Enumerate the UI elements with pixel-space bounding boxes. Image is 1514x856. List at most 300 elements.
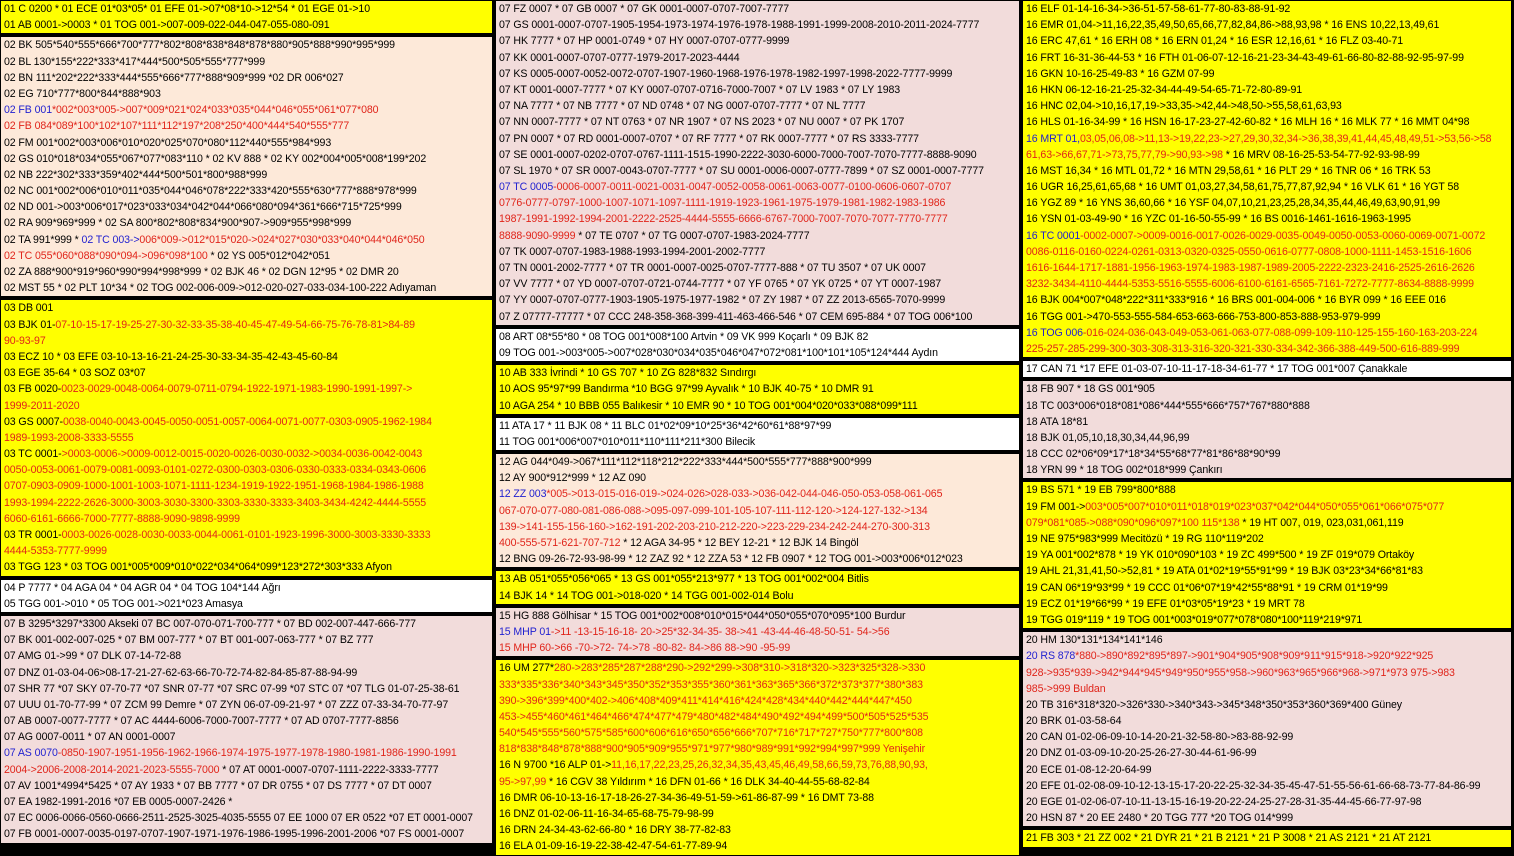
plate-text: 03 ECZ 10 * 03 EFE 03-10-13-16-21-24-25-30-33-34-35-42-43-45-60-84 (4, 350, 338, 363)
plate-text: 13 AB 051*055*056*065 * 13 GS 001*055*213*977 * 13 TOG 001*002*004 Bitlis (499, 573, 869, 586)
plate-line (1023, 462, 1511, 478)
plate-text: 07 KT 0001-0007-7777 * 07 KY 0007-0707-0716-7000-7007 * 07 LV 1983 * 07 LY 1983 (499, 83, 901, 96)
region-block (0, 36, 493, 297)
plate-text: 16 UGR 16,25,61,65,68 * 16 UMT 01,03,27,34,58,61,75,77,87,92,94 * 16 VLK 61 * 16 YGT 58 (1026, 181, 1460, 194)
plate-line (1023, 580, 1511, 596)
highlighted-numbers: 02 FB 084*089*100*102*107*111*112*197*208*250*400*444*540*555*777 (4, 120, 350, 133)
plate-text: 03 BJK 01- (4, 318, 56, 331)
plate-line (1, 616, 492, 632)
series-prefix: 16 TC 0001 (1026, 229, 1081, 242)
highlighted-numbers: 818*838*848*878*888*900*905*909*955*971*977*980*989*991*992*994*997*999 Yenişehir (499, 743, 926, 756)
plate-text: 16 ELA 01-09-16-19-22-38-42-47-54-61-77-89-94 (499, 840, 728, 853)
region-block (1022, 0, 1512, 358)
plate-line (496, 365, 1019, 381)
plate-line (1, 559, 492, 575)
highlighted-numbers: 1987-1991-1992-1994-2001-2222-2525-4444-5555-6666-6767-7000-7007-7070-7077-7770-7777 (499, 213, 948, 226)
plate-line (1, 632, 492, 648)
plate-line (1023, 499, 1511, 515)
highlighted-numbers: 006*009->012*015*020->024*027*030*033*040*044*046*050 (139, 233, 425, 246)
plate-text: 02 MST 55 * 02 PLT 10*34 * 02 TOG 002-006-009->012-020-027-033-034-100-222 Adıyaman (4, 282, 437, 295)
plate-text: 19 ECZ 01*19*66*99 * 19 EFE 01*03*05*19*23 * 19 MRT 78 (1026, 597, 1305, 610)
plate-line (1023, 531, 1511, 547)
plate-line (1, 17, 492, 33)
plate-line (1023, 398, 1511, 414)
plate-line (496, 381, 1019, 397)
plate-text: 14 BJK 14 * 14 TOG 001->018-020 * 14 TGG 001-002-014 Bolu (499, 589, 794, 602)
plate-line (1, 478, 492, 494)
plate-text: 16 HNC 02,04->10,16,17,19->33,35->42,44->48,50->55,58,61,63,93 (1026, 100, 1342, 113)
region-block (495, 607, 1020, 658)
plate-line (1, 729, 492, 745)
plate-line (1023, 33, 1511, 49)
highlighted-numbers: -0850-1907-1951-1956-1962-1966-1974-1975-1977-1978-1980-1981-1986-1990-1991 (57, 747, 457, 760)
highlighted-numbers: 02 TC 055*060*088*090*094->096*098*100 (4, 249, 208, 262)
plate-text: 16 ELF 01-14-16-34->36-51-57-58-61-77-80-83-88-91-92 (1026, 3, 1291, 15)
plate-text: 10 AB 333 İvrindi * 10 GS 707 * 10 ZG 828*832 Sındırgı (499, 367, 757, 380)
region-block (495, 659, 1020, 855)
plate-text: 16 DRN 24-34-43-62-66-80 * 16 DRY 38-77-82-83 (499, 824, 731, 837)
plate-line (1, 70, 492, 86)
plate-line (1, 681, 492, 697)
highlighted-numbers: *005->013-015-016-019->024-026>028-033->036-042-044-046-050-053-058-061-065 (546, 488, 943, 501)
plate-line (1023, 114, 1511, 130)
plate-line (496, 434, 1019, 450)
plate-line (1, 495, 492, 511)
highlighted-numbers: -0002-0007->0009-0016-0017-0026-0029-0035-0049-0050-0053-0060-0069-0071-0072 (1080, 229, 1486, 242)
plate-line (496, 486, 1019, 502)
series-prefix: 16 MRT 01, (1026, 132, 1080, 145)
plate-text: 07 SL 1970 * 07 SR 0007-0043-0707-7777 * 07 SU 0001-0006-0007-0777-7899 * 07 SZ 0001-0007-7777 (499, 164, 984, 177)
plate-line (1, 86, 492, 102)
plate-line (1023, 745, 1511, 761)
plate-text: 21 FB 303 * 21 ZZ 002 * 21 DYR 21 * 21 B 2121 * 21 P 3008 * 21 AS 2121 * 21 AT 2121 (1026, 832, 1432, 845)
highlighted-numbers: 0707-0903-0909-1000-1001-1003-1071-1111-1234-1919-1922-1951-1968-1984-1986-1988 (4, 480, 424, 493)
highlighted-numbers: -016-024-036-043-049-053-061-063-077-088-099-109-110-125-155-160-163-203-224 (1082, 326, 1478, 339)
plate-line (1, 713, 492, 729)
plate-line (1, 1, 492, 17)
plate-text: 07 KS 0005-0007-0052-0072-0707-1907-1960-1968-1976-1978-1982-1997-1998-2022-7777-9999 (499, 67, 953, 80)
plate-line (496, 292, 1019, 308)
plate-line (1023, 163, 1511, 179)
plate-line (496, 50, 1019, 66)
plate-text: 12 AY 900*912*999 * 12 AZ 090 (499, 472, 646, 485)
plate-line (1023, 563, 1511, 579)
plate-line (1, 135, 492, 151)
plate-text: 10 AOS 95*97*99 Bandırma *10 BGG 97*99 Ayvalık * 10 BJK 40-75 * 10 DMR 91 (499, 383, 874, 396)
plate-text: 02 ND 001->003*006*017*023*033*034*042*044*066*080*094*361*666*715*725*999 (4, 201, 402, 214)
series-prefix: 20 RS 878 (1026, 650, 1076, 663)
plate-text: 20 ECE 01-08-12-20-64-99 (1026, 763, 1152, 776)
plate-line (496, 33, 1019, 49)
plate-text: 04 P 7777 * 04 AGA 04 * 04 AGR 04 * 04 TOG 104*144 Ağrı (4, 581, 281, 594)
plate-line (1, 264, 492, 280)
plate-text: * 16 MRV 08-16-25-53-54-77-92-93-98-99 (1222, 148, 1420, 161)
plate-text: 07 EC 0006-0066-0560-0666-2511-2525-3025-4035-5555 07 EE 1000 07 ER 0522 *07 ET 0001-0007 (4, 812, 473, 825)
series-prefix: 02 TC 003-> (81, 233, 140, 246)
region-block (1022, 360, 1512, 378)
plate-line (1023, 98, 1511, 114)
plate-line (1023, 446, 1511, 462)
plate-text: * 12 AGA 34-95 * 12 BEY 12-21 * 12 BJK 14 Bingöl (620, 537, 859, 549)
plate-text: 20 CAN 01-02-06-09-10-14-20-21-32-58-80->83-88-92-99 (1026, 731, 1294, 744)
plate-line (496, 608, 1019, 624)
plate-text: 20 TB 316*318*320->326*330->340*343->345*348*350*353*360*369*400 Güney (1026, 698, 1402, 711)
plate-text: * 07 TE 0707 * 07 TG 0007-0707-1983-2024-7777 (575, 229, 810, 242)
plate-line (496, 454, 1019, 470)
plate-text: 07 NN 0007-7777 * 07 NT 0763 * 07 NR 1907 * 07 NS 2023 * 07 NU 0007 * 07 PK 1707 (499, 116, 905, 129)
plate-line (1023, 648, 1511, 664)
region-block (495, 328, 1020, 362)
plate-line (496, 624, 1019, 640)
highlighted-numbers: 1993-1994-2222-2626-3000-3003-3030-3300-3303-3330-3333-3403-3434-4242-4444-5555 (4, 496, 427, 509)
plate-line (496, 398, 1019, 414)
plate-text: * 07 AT 0001-0007-0707-1111-2222-3333-7777 (219, 763, 439, 776)
plate-text: 07 PN 0007 * 07 RD 0001-0007-0707 * 07 RF 7777 * 07 RK 0007-7777 * 07 RS 3333-7777 (499, 132, 919, 145)
plate-text: 16 YGZ 89 * 16 YNS 36,60,66 * 16 YSF 04,07,10,21,23,25,28,34,35,44,46,49,63,90,91,99 (1026, 197, 1440, 210)
plate-text: 17 CAN 71 *17 EFE 01-03-07-10-11-17-18-34-61-77 * 17 TOG 001*007 Çanakkale (1026, 363, 1408, 376)
plate-line (1, 37, 492, 53)
plate-line (496, 709, 1019, 725)
plate-text: 18 CCC 02*06*09*17*18*34*55*68*77*81*86*88*90*99 (1026, 448, 1281, 461)
highlighted-numbers: 1999-2011-2020 (4, 399, 80, 412)
plate-line (496, 822, 1019, 838)
plate-text: 03 GS 0007- (4, 415, 63, 428)
plate-text: 07 B 3295*3297*3300 Akseki 07 BC 007-070-071-700-777 * 07 BD 002-007-447-666-777 (4, 617, 416, 630)
plate-text: 02 ZA 888*900*919*960*990*994*998*999 * 02 BJK 46 * 02 DGN 12*95 * 02 DMR 20 (4, 266, 399, 278)
plate-line (1023, 482, 1511, 498)
highlighted-numbers: 90-93-97 (4, 334, 46, 347)
plate-text: 07 KK 0001-0007-0707-0777-1979-2017-2023-4444 (499, 51, 740, 64)
plate-line (1, 430, 492, 446)
highlighted-numbers: 003*005*007*010*011*018*019*023*037*042*044*050*055*061*066*075*077 (1085, 500, 1445, 513)
plate-line (1023, 50, 1511, 66)
plate-text: 02 FM 001*002*003*006*010*020*025*070*080*112*440*555*984*993 (4, 136, 332, 149)
plate-line (496, 790, 1019, 806)
plate-text: 16 ERC 47,61 * 16 ERH 08 * 16 ERN 01,24 * 16 ESR 12,16,61 * 16 FLZ 03-40-71 (1026, 35, 1404, 48)
plate-text: 20 HSN 87 * 20 EE 2480 * 20 TGG 777 *20 TOG 014*999 (1026, 812, 1293, 825)
plate-line (1, 398, 492, 414)
plate-line (496, 519, 1019, 535)
plate-text: 03 TR 0001- (4, 529, 62, 541)
plate-text: 02 EG 710*777*800*844*888*903 (4, 87, 161, 100)
plate-text: 02 GS 010*018*034*055*067*077*083*110 * 02 KV 888 * 02 KY 002*004*005*008*199*202 (4, 152, 427, 165)
highlighted-numbers: 1616-1644-1717-1881-1956-1963-1974-1983-1987-1989-2005-2222-2323-2416-2525-2616-2626 (1026, 262, 1475, 274)
plate-line (496, 195, 1019, 211)
region-block (495, 417, 1020, 451)
plate-line (1023, 515, 1511, 531)
plate-text: 07 EA 1982-1991-2016 *07 EB 0005-0007-2426 * (4, 796, 233, 808)
plate-line (496, 163, 1019, 179)
plate-line (1, 697, 492, 713)
plate-line (496, 677, 1019, 693)
plate-line (496, 114, 1019, 130)
series-prefix: 02 FB 001 (4, 104, 52, 117)
highlighted-numbers: 11,16,17,22,23,25,26,32,34,35,43,45,46,49,58,66,59,73,76,88,90,93, (611, 759, 928, 772)
plate-text: 07 NA 7777 * 07 NB 7777 * 07 ND 0748 * 07 NG 0007-0707-7777 * 07 NL 7777 (499, 100, 866, 113)
plate-line (1, 794, 492, 810)
plate-line (1023, 729, 1511, 745)
plate-text: 03 FB 0020- (4, 383, 62, 396)
plate-line (496, 228, 1019, 244)
plate-line (496, 725, 1019, 741)
plate-text: 02 TA 991*999 * (4, 233, 82, 246)
highlighted-numbers: 6060-6161-6666-7000-7777-8888-9090-9898-9999 (4, 512, 240, 525)
plate-text: 07 HK 7777 * 07 HP 0001-0749 * 07 HY 0007-0707-0777-9999 (499, 35, 790, 48)
plate-text: 16 HLS 01-16-34-99 * 16 HSN 16-17-23-27-42-60-82 * 16 MLH 16 * 16 MLK 77 * 16 MMT 04*98 (1026, 116, 1470, 129)
plate-line (1023, 632, 1511, 648)
plate-line (1023, 713, 1511, 729)
plate-text: 07 AB 0007-0077-7777 * 07 AC 4444-6006-7000-7007-7777 * 07 AD 0707-7777-8856 (4, 715, 399, 728)
plate-line (1, 580, 492, 596)
plate-line (496, 329, 1019, 345)
plate-text: 02 BL 130*155*222*333*417*444*500*505*555*777*999 (4, 55, 265, 68)
plate-text: 20 BRK 01-03-58-64 (1026, 715, 1122, 728)
plate-line (1023, 794, 1511, 810)
plate-line (1023, 681, 1511, 697)
plate-line (496, 1, 1019, 17)
highlighted-numbers: 280->283*285*287*288*290->292*299->308*310->318*320->323*325*328->330 (553, 662, 926, 675)
plate-line (496, 640, 1019, 656)
plate-text: 10 AGA 254 * 10 BBB 055 Balıkesir * 10 EMR 90 * 10 TOG 001*004*020*033*088*099*111 (499, 399, 918, 412)
highlighted-numbers: 079*081*085->088*090*096*097*100 115*138 (1026, 516, 1240, 529)
plate-text: 07 BK 001-002-007-025 * 07 BM 007-777 * 07 BT 001-007-063-777 * 07 BZ 777 (4, 634, 374, 647)
plate-line (1, 280, 492, 296)
highlighted-numbers: 3232-3434-4110-4444-5353-5516-5555-6006-6100-6161-6565-7161-7272-7777-8634-8888-9999 (1026, 278, 1474, 291)
plate-line (1, 199, 492, 215)
plate-text: 07 UUU 01-70-77-99 * 07 ZCM 99 Demre * 07 ZYN 06-07-09-21-97 * 07 ZZZ 07-33-34-70-77-97 (4, 698, 449, 711)
plate-line (1, 151, 492, 167)
plate-line (1023, 211, 1511, 227)
plate-text: 18 ATA 18*81 (1026, 415, 1089, 428)
plate-text: 07 TK 0007-0707-1983-1988-1993-1994-2001-2002-7777 (499, 245, 766, 258)
plate-text: 19 BS 571 * 19 EB 799*800*888 (1026, 484, 1176, 497)
plate-line (496, 838, 1019, 854)
plate-text: 20 EGE 01-02-06-07-10-11-13-15-16-19-20-22-24-25-27-28-31-35-44-45-66-77-97-98 (1026, 796, 1422, 808)
plate-line (1, 745, 492, 761)
plate-line (496, 535, 1019, 551)
highlighted-numbers: 985->999 Buldan (1026, 682, 1106, 695)
plate-text: 12 BNG 09-26-72-93-98-99 * 12 ZAZ 92 * 12 ZZA 53 * 12 FB 0907 * 12 TOG 001->003*006*012*023 (499, 553, 963, 566)
plate-text: 16 UM 277* (499, 662, 554, 675)
plate-line (1023, 179, 1511, 195)
plate-line (1, 527, 492, 543)
plate-line (496, 418, 1019, 434)
series-prefix: 16 TOG 006 (1026, 326, 1083, 339)
plate-line (1, 414, 492, 430)
plate-text: 09 TOG 001->003*005->007*028*030*034*035*046*047*072*081*100*101*105*124*444 Aydın (499, 346, 938, 359)
highlighted-numbers: 390->396*399*400*402->406*408*409*411*414*416*424*428*434*440*442*444*447*450 (499, 694, 912, 707)
plate-text: 07 FB 0001-0007-0035-0197-0707-1907-1971-1976-1986-1995-1996-2001-2006 *07 FS 0001-0007 (4, 828, 465, 841)
highlighted-numbers: 61,63->66,67,71->73,75,77,79->90,93->98 (1026, 148, 1223, 161)
plate-text: 11 ATA 17 * 11 BJK 08 * 11 BLC 01*02*09*10*25*36*42*60*61*88*97*99 (499, 419, 832, 432)
highlighted-numbers: 0050-0053-0061-0079-0081-0093-0101-0272-0300-0303-0306-0330-0333-0334-0343-0606 (4, 464, 427, 477)
plate-line (1023, 195, 1511, 211)
highlighted-numbers: 8888-9090-9999 (499, 229, 576, 242)
highlighted-numbers: 07-10-15-17-19-25-27-30-32-33-35-38-40-45-47-49-54-66-75-76-78-81>84-89 (55, 318, 415, 331)
plate-text: 18 FB 907 * 18 GS 001*905 (1026, 383, 1155, 396)
plate-text: 16 GKN 10-16-25-49-83 * 16 GZM 07-99 (1026, 67, 1215, 80)
plate-text: 01 AB 0001->0003 * 01 TOG 001->007-009-022-044-047-055-080-091 (4, 19, 330, 32)
region-block (495, 570, 1020, 604)
region-block (495, 364, 1020, 415)
plate-line (1, 349, 492, 365)
plate-text: 07 YY 0007-0707-0777-1903-1905-1975-1977-1982 * 07 ZY 1987 * 07 ZZ 2013-6565-7070-9999 (499, 294, 946, 307)
plate-line (1, 778, 492, 794)
plate-line (1023, 147, 1511, 163)
plate-line (1, 215, 492, 231)
plate-text: 07 TN 0001-2002-7777 * 07 TR 0001-0007-0025-0707-7777-888 * 07 TU 3507 * 07 UK 0007 (499, 262, 926, 274)
plate-text: 11 TOG 001*006*007*010*011*110*111*211*300 Bilecik (499, 435, 756, 448)
region-block (495, 0, 1020, 326)
column-middle (495, 0, 1020, 853)
highlighted-numbers: 0086-0116-0160-0224-0261-0313-0320-0325-0550-0616-0777-0808-1000-1111-1453-1516-1606 (1026, 245, 1472, 258)
plate-line (1, 648, 492, 664)
plate-line (496, 571, 1019, 587)
plate-text: 16 BJK 004*007*048*222*311*333*916 * 16 BRS 001-004-006 * 16 BYR 099 * 16 EEE 016 (1026, 294, 1446, 307)
plate-text: 16 DMR 06-10-13-16-17-18-26-27-34-36-49-51-59->61-86-87-99 * 16 DMT 73-88 (499, 791, 874, 804)
plate-text: 07 FZ 0007 * 07 GB 0007 * 07 GK 0001-0007-0707-7007-7777 (499, 3, 790, 15)
plate-text: 15 HG 888 Gölhisar * 15 TOG 001*002*008*010*015*044*050*055*070*095*100 Burdur (499, 609, 906, 622)
plate-line (496, 806, 1019, 822)
plate-text: 05 TGG 001->010 * 05 TOG 001->021*023 Amasya (4, 597, 243, 610)
plate-line (1023, 276, 1511, 292)
plate-line (496, 211, 1019, 227)
plate-line (1023, 341, 1511, 357)
plate-text: 07 SHR 77 *07 SKY 07-70-77 *07 SNR 07-77 *07 SRC 07-99 *07 STC 07 *07 TLG 01-07-25-38-61 (4, 682, 460, 695)
plate-text: 16 DNZ 01-02-06-11-16-34-65-68-75-79-98-99 (499, 808, 714, 820)
plate-text: 16 HKN 06-12-16-21-25-32-34-44-49-54-65-71-72-80-89-91 (1026, 83, 1303, 96)
plate-line (1, 167, 492, 183)
plate-line (1023, 131, 1511, 147)
plate-text: 19 YA 001*002*878 * 19 YK 010*090*103 * 19 ZC 499*500 * 19 ZF 019*079 Ortaköy (1026, 549, 1415, 562)
plate-line (1, 248, 492, 264)
plate-text: * 02 YS 005*012*042*051 (207, 249, 330, 262)
plate-line (496, 660, 1019, 676)
plate-line (496, 693, 1019, 709)
plate-line (1023, 17, 1511, 33)
plate-line (1023, 414, 1511, 430)
region-block (495, 453, 1020, 568)
plate-text: 19 CAN 06*19*93*99 * 19 CCC 01*06*07*19*42*55*88*91 * 19 CRM 01*19*99 (1026, 581, 1388, 594)
highlighted-numbers: -0006-0007-0011-0021-0031-0047-0052-0058-0061-0063-0077-0100-0606-0607-0707 (553, 181, 952, 194)
highlighted-numbers: 15 MHP 60->66 -70->72- 74->78 -80-82- 84->86 88->90 -95-99 (499, 642, 791, 655)
plate-line (496, 470, 1019, 486)
series-prefix: 15 MHP 01 (499, 625, 551, 638)
plate-text: 12 AG 044*049->067*111*112*118*212*222*333*444*500*555*777*888*900*999 (499, 456, 872, 469)
plate-line (1, 232, 492, 248)
plate-text: 16 YSN 01-03-49-90 * 16 YZC 01-16-50-55-99 * 16 BS 0016-1461-1616-1963-1995 (1026, 213, 1411, 226)
plate-line (1, 54, 492, 70)
plate-text: 01 C 0200 * 01 ECE 01*03*05* 01 EFE 01->07*08*10->12*54 * 01 EGE 01->10 (4, 3, 371, 15)
highlighted-numbers: 453->455*460*461*464*466*474*477*479*480*482*484*490*492*494*499*500*505*525*535 (499, 710, 929, 723)
plate-line (1, 446, 492, 462)
region-block (0, 0, 493, 34)
highlighted-numbers: 225-257-285-299-300-303-308-313-316-320-321-330-334-342-366-388-449-500-616-889-999 (1026, 342, 1460, 355)
plate-line (1, 511, 492, 527)
plate-line (1, 665, 492, 681)
plate-text: * 19 HT 007, 019, 023,031,061,119 (1239, 516, 1404, 529)
plate-line (1023, 830, 1511, 846)
series-prefix: 07 AS 0070 (4, 747, 58, 760)
highlighted-numbers: 03,05,06,08->11,13->19,22,23->27,29,30,32,34->36,38,39,41,44,45,48,49,51->53,56->58 (1079, 132, 1492, 145)
plate-line (1023, 381, 1511, 397)
plate-text: 03 TGG 123 * 03 TOG 001*005*009*010*022*034*064*099*123*272*303*333 Afyon (4, 561, 392, 574)
plate-line (496, 260, 1019, 276)
plate-text: 02 NB 222*302*333*359*402*444*500*501*800*988*999 (4, 168, 268, 181)
highlighted-numbers: 4444-5353-7777-9999 (4, 545, 107, 558)
highlighted-numbers: 0776-0777-0797-1000-1007-1071-1097-1111-1919-1923-1961-1975-1979-1981-1982-1983-1986 (499, 197, 946, 210)
plate-line (1, 826, 492, 842)
column-left (0, 0, 493, 841)
plate-text: 07 AMG 01->99 * 07 DLK 07-14-72-88 (4, 650, 182, 663)
plate-line (1, 596, 492, 612)
plate-text: 16 MST 16,34 * 16 MTL 01,72 * 16 MTN 29,58,61 * 16 PLT 29 * 16 TNR 06 * 16 TRK 53 (1026, 164, 1431, 177)
highlighted-numbers: ->11 -13-15-16-18- 20->25*32-34-35- 38->41 -43-44-46-48-50-51- 54->56 (550, 625, 890, 638)
plate-text: 07 DNZ 01-03-04-06>08-17-21-27-62-63-66-70-72-74-82-84-85-87-88-94-99 (4, 666, 358, 679)
plate-text: 07 VV 7777 * 07 YD 0007-0707-0721-0744-7777 * 07 YF 0765 * 07 YK 0725 * 07 YT 0007-1987 (499, 278, 942, 291)
plate-text: 07 Z 07777-77777 * 07 CCC 248-358-368-399-411-463-466-546 * 07 CEM 695-884 * 07 TOG 006*100 (499, 310, 973, 323)
plate-line (1023, 1, 1511, 17)
plate-line (496, 741, 1019, 757)
plate-line (496, 66, 1019, 82)
highlighted-numbers: 0038-0040-0043-0045-0050-0051-0057-0064-0071-0077-0303-0905-1962-1984 (62, 415, 432, 428)
plate-text: 18 TC 003*006*018*081*086*444*555*666*757*767*880*888 (1026, 399, 1310, 412)
plate-line (1, 810, 492, 826)
highlighted-numbers: 067-070-077-080-081-086-088->095-097-099-101-105-107-111-112-120->124-127-132->134 (499, 504, 928, 517)
plate-text: 19 TGG 019*119 * 19 TOG 001*003*019*077*078*080*100*119*219*971 (1026, 613, 1363, 626)
plate-line (1023, 810, 1511, 826)
region-block (1022, 829, 1512, 847)
plate-line (1, 381, 492, 397)
series-prefix: 07 TC 0005 (499, 181, 554, 194)
plate-line (1023, 665, 1511, 681)
plate-text: 02 NC 001*002*006*010*011*035*044*046*078*222*333*420*555*630*777*888*978*999 (4, 185, 417, 198)
plate-line (1023, 612, 1511, 628)
plate-line (496, 551, 1019, 567)
plate-line (1, 462, 492, 478)
plate-line (496, 17, 1019, 33)
plate-line (1023, 82, 1511, 98)
plate-text: 20 EFE 01-02-08-09-10-12-13-15-17-20-22-25-32-34-35-45-47-51-55-56-61-66-68-73-77-84-86-99 (1026, 779, 1481, 792)
plate-line (1, 365, 492, 381)
plate-text: 19 AHL 21,31,41,50->52,81 * 19 ATA 01*02*19*55*91*99 * 19 BJK 03*23*34*66*81*83 (1026, 565, 1423, 578)
plate-line (1, 543, 492, 559)
plate-text: 07 GS 0001-0007-0707-1905-1954-1973-1974-1976-1978-1988-1991-1999-2008-2010-2011-2024-7777 (499, 19, 980, 32)
plate-line (1023, 778, 1511, 794)
column-right (1022, 0, 1512, 845)
highlighted-numbers: >0003-0006->0009-0012-0015-0020-0026-0030-0032->0034-0036-0042-0043 (61, 448, 423, 461)
plate-line (1023, 244, 1511, 260)
highlighted-numbers: 0023-0029-0048-0064-0079-0711-0794-1922-1971-1983-1990-1991-1997-> (61, 383, 413, 396)
plate-line (1, 300, 492, 316)
highlighted-numbers: 139->141-155-156-160->162-191-202-203-210-212-220->223-229-234-242-244-270-300-313 (499, 520, 930, 533)
plate-line (1, 183, 492, 199)
plate-line (1023, 66, 1511, 82)
highlighted-numbers: *880->890*892*895*897->901*904*905*908*909*911*915*918->920*922*925 (1075, 650, 1434, 663)
plate-line (1023, 309, 1511, 325)
plate-text: 02 BK 505*540*555*666*700*777*802*808*838*848*878*880*905*888*990*995*999 (4, 39, 395, 52)
plate-text: 07 SE 0001-0007-0202-0707-0767-1111-1515-1990-2222-3030-6000-7000-7007-7070-7777-8888-9090 (499, 148, 977, 161)
plate-line (1, 333, 492, 349)
plate-text: 02 BN 111*202*222*333*444*555*666*777*888*909*999 *02 DR 006*027 (4, 71, 344, 84)
series-prefix: 12 ZZ 003 (499, 488, 547, 501)
plate-text: 20 HM 130*131*134*141*146 (1026, 634, 1163, 647)
highlighted-numbers: 928->935*939->942*944*945*949*950*955*958->960*963*965*966*968->971*973 975->983 (1026, 666, 1455, 679)
plate-line (496, 244, 1019, 260)
region-block (1022, 481, 1512, 629)
plate-text: 07 AG 0007-0011 * 07 AN 0001-0007 (4, 731, 176, 744)
plate-text: 03 TC 0001- (4, 448, 62, 461)
